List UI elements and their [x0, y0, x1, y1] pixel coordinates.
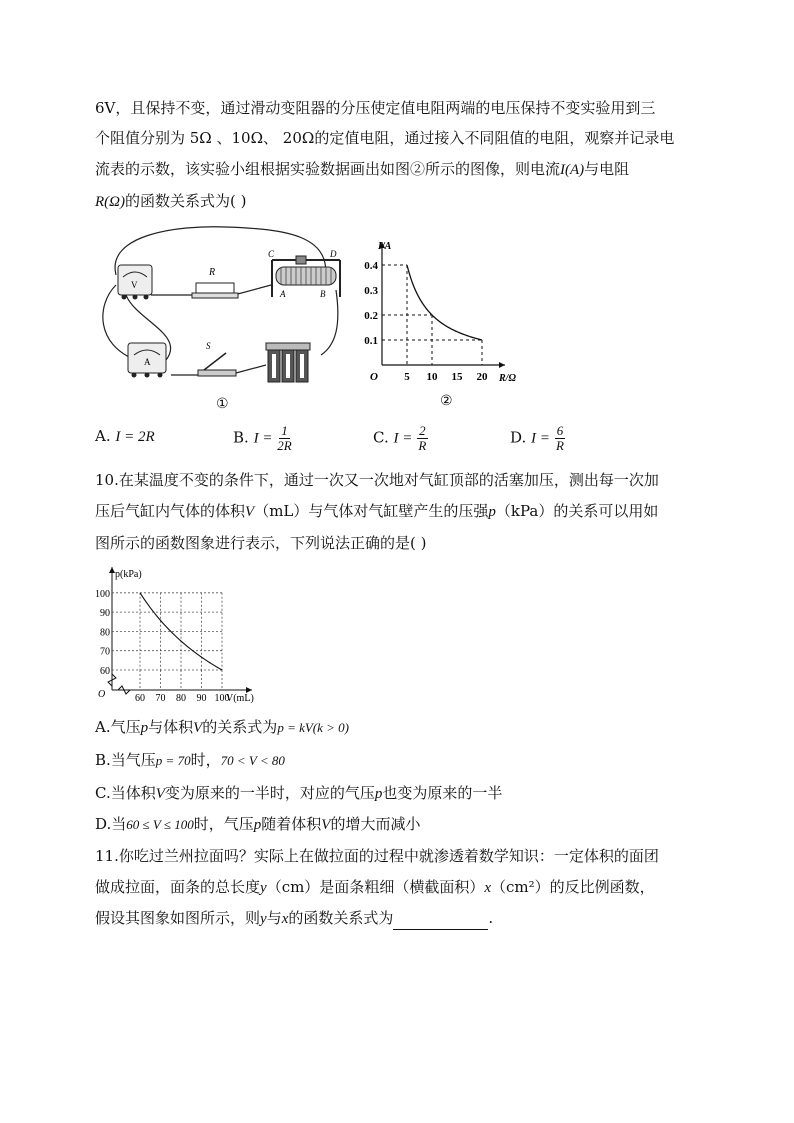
switch-label: S: [206, 341, 211, 351]
x-tick-label: 80: [176, 693, 186, 704]
option-c-fraction: [417, 424, 428, 453]
origin-label: O: [98, 689, 106, 700]
q10-opt-d-text-2: 时，气压: [193, 815, 254, 833]
current-resistance-graph: [360, 232, 540, 392]
y-tick-label: 60: [100, 666, 110, 677]
q10-opt-a-v: V: [193, 720, 203, 736]
q10-opt-b-condition: p = 70: [155, 753, 191, 768]
option-d-label: D.: [510, 428, 527, 447]
q11-line-2-c: （cm）是面条粗细（横截面积）: [266, 878, 485, 896]
x-tick-label: 90: [196, 693, 207, 704]
q9-line-3-tail: 与电阻: [584, 160, 630, 178]
answer-blank[interactable]: [393, 913, 488, 930]
x-tick-label: 20: [476, 371, 488, 383]
x-tick-label: 60: [135, 693, 145, 704]
y-tick-label: 0.1: [364, 335, 378, 347]
rheostat: [268, 249, 340, 299]
option-c-numerator: 2: [419, 423, 426, 438]
x-axis-label: V(mL): [226, 693, 254, 704]
option-d-numerator: 6: [556, 423, 564, 438]
rheostat-label-d: D: [330, 249, 337, 259]
q10-opt-d-range: 60 ≤ V ≤ 100: [126, 817, 194, 832]
ammeter-label: A: [144, 357, 151, 367]
current-symbol: I(A): [560, 162, 585, 178]
data-curve: [407, 265, 482, 340]
q10-opt-b-text: B.当气压: [95, 751, 156, 769]
resistance-symbol: R(Ω): [95, 194, 125, 210]
q10-opt-c-text: C.当体积: [95, 784, 156, 802]
rheostat-label-b: B: [320, 289, 326, 299]
q10-option-d[interactable]: [95, 813, 420, 836]
q9-line-1: 6V，且保持不变，通过滑动变阻器的分压使定值电阻两端的电压保持不变实验用到三: [95, 99, 656, 117]
q9-line-4-text: 的函数关系式为( ): [125, 192, 247, 210]
y-tick-label: 90: [100, 608, 110, 620]
q9-option-c[interactable]: [373, 424, 428, 453]
option-d-lhs: I =: [531, 430, 550, 447]
switch: [198, 341, 236, 376]
option-c-lhs: I =: [393, 430, 413, 447]
option-b-label: B.: [233, 428, 249, 447]
q11-y-symbol: y: [260, 880, 267, 896]
q11-line-2-a: 做成拉面，面条的总长度: [95, 878, 261, 896]
option-d-denominator: R: [555, 438, 564, 453]
x-axis-arrow: [499, 362, 505, 368]
pressure-symbol: p: [488, 504, 496, 520]
q11-line-3-e: 的函数关系式为: [288, 909, 394, 927]
option-b-fraction: [277, 424, 291, 453]
q10-opt-c-text-2: 变为原来的一半时，对应的气压: [164, 784, 375, 802]
rheostat-label-c: C: [268, 249, 275, 259]
y-tick-label: 70: [100, 646, 110, 658]
q10-line-1: 10.在某温度不变的条件下，通过一次又一次地对气缸顶部的活塞加压，测出每一次加: [95, 471, 659, 489]
q9-option-b[interactable]: [233, 424, 292, 453]
y-axis-label: I/A: [378, 241, 392, 252]
resistor-label: R: [209, 267, 216, 278]
voltmeter: [118, 265, 152, 300]
q9-line-3-text: 流表的示数，该实验小组根据实验数据画出如图②所示的图像，则电流: [95, 160, 561, 178]
q10-opt-b-range: 70 < V < 80: [220, 753, 285, 768]
resistor: [192, 267, 238, 298]
q10-opt-a-text-3: 的关系式为: [202, 718, 278, 736]
x-axis-label: R/Ω: [499, 373, 516, 384]
q10-opt-d-v: V: [321, 817, 331, 833]
q11-x-symbol: x: [484, 880, 491, 896]
rheostat-label-a: A: [280, 289, 286, 299]
q11-line-1: 11.你吃过兰州拉面吗？实际上在做拉面的过程中就渗透着数学知识：一定体积的面团: [95, 847, 659, 865]
q11-y-symbol-2: y: [260, 911, 267, 927]
battery: [266, 343, 310, 382]
option-d-fraction: [555, 424, 566, 453]
q10-opt-d-text-4: 的增大而减小: [330, 815, 421, 833]
q11-x-symbol-2: x: [281, 911, 289, 927]
origin-label: O: [370, 371, 378, 383]
q10-line-2-c: （mL）与气体对气缸壁产生的压强: [254, 502, 489, 520]
q10-option-b[interactable]: [95, 749, 285, 772]
q11-line-3: [95, 907, 493, 930]
x-tick-label: 10: [426, 371, 438, 383]
pressure-volume-graph: [92, 562, 272, 704]
q10-opt-b-text-2: 时，: [190, 751, 221, 769]
y-axis-label: p(kPa): [115, 569, 142, 580]
q10-opt-a-formula: p = kV(k > 0): [277, 720, 349, 735]
q10-opt-c-p: p: [374, 786, 383, 802]
q10-option-c[interactable]: [95, 782, 502, 805]
q11-line-3-a: 假设其图象如图所示，则: [95, 909, 261, 927]
q10-line-2: [95, 500, 658, 523]
volume-symbol: V: [245, 504, 255, 520]
y-tick-label: 100: [95, 588, 110, 600]
option-c-denominator: R: [418, 438, 427, 453]
q10-opt-c-text-3: 也变为原来的一半: [382, 784, 503, 802]
q11-line-3-period: .: [488, 909, 494, 927]
option-b-numerator: 1: [281, 423, 288, 438]
option-b-lhs: I =: [253, 430, 273, 447]
voltmeter-label: V: [131, 280, 138, 290]
circuit-diagram: [96, 225, 358, 415]
q11-line-2-e: （cm²）的反比例函数，: [491, 878, 655, 896]
q10-option-a[interactable]: [95, 716, 349, 739]
q10-opt-a-text-2: 与体积: [148, 718, 194, 736]
q10-opt-d-text-3: 随着体积: [261, 815, 322, 833]
option-c-label: C.: [373, 428, 389, 447]
option-a-expr: I = 2R: [115, 429, 155, 445]
y-tick-label: 0.2: [364, 310, 378, 322]
option-b-denominator: 2R: [277, 438, 292, 453]
q9-line-3: [95, 158, 629, 181]
q9-option-d[interactable]: [510, 424, 565, 453]
q10-opt-d-p: p: [253, 817, 262, 833]
x-tick-label: 15: [451, 371, 463, 383]
q11-line-3-c: 与: [266, 909, 282, 927]
q9-line-4: [95, 190, 246, 213]
q10-opt-a-p: p: [140, 720, 149, 736]
figure-1-caption: ①: [216, 396, 229, 412]
q10-opt-d-text: D.当: [95, 815, 127, 833]
x-tick-label: 100: [214, 693, 230, 704]
q9-option-a[interactable]: [95, 424, 155, 449]
q11-line-2: [95, 876, 655, 899]
q10-opt-a-text: A.气压: [95, 718, 141, 736]
q9-line-2: 个阻值分别为 5Ω 、10Ω、 20Ω的定值电阻，通过接入不同阻值的电阻，观察并记录电: [95, 129, 675, 147]
x-tick-label: 5: [404, 371, 410, 383]
y-tick-label: 80: [100, 627, 110, 639]
x-tick-label: 70: [155, 693, 166, 704]
q10-line-2-a: 压后气缸内气体的体积: [95, 502, 246, 520]
q10-opt-c-v: V: [155, 786, 165, 802]
option-a-label: A.: [95, 427, 111, 445]
y-tick-label: 0.3: [364, 285, 378, 297]
q10-line-3: 图所示的函数图象进行表示，下列说法正确的是( ): [95, 534, 427, 552]
y-tick-label: 0.4: [364, 260, 378, 272]
ammeter: [128, 343, 166, 378]
figure-2-caption: ②: [440, 393, 453, 409]
q10-line-2-e: （kPa）的关系可以用如: [495, 502, 659, 520]
